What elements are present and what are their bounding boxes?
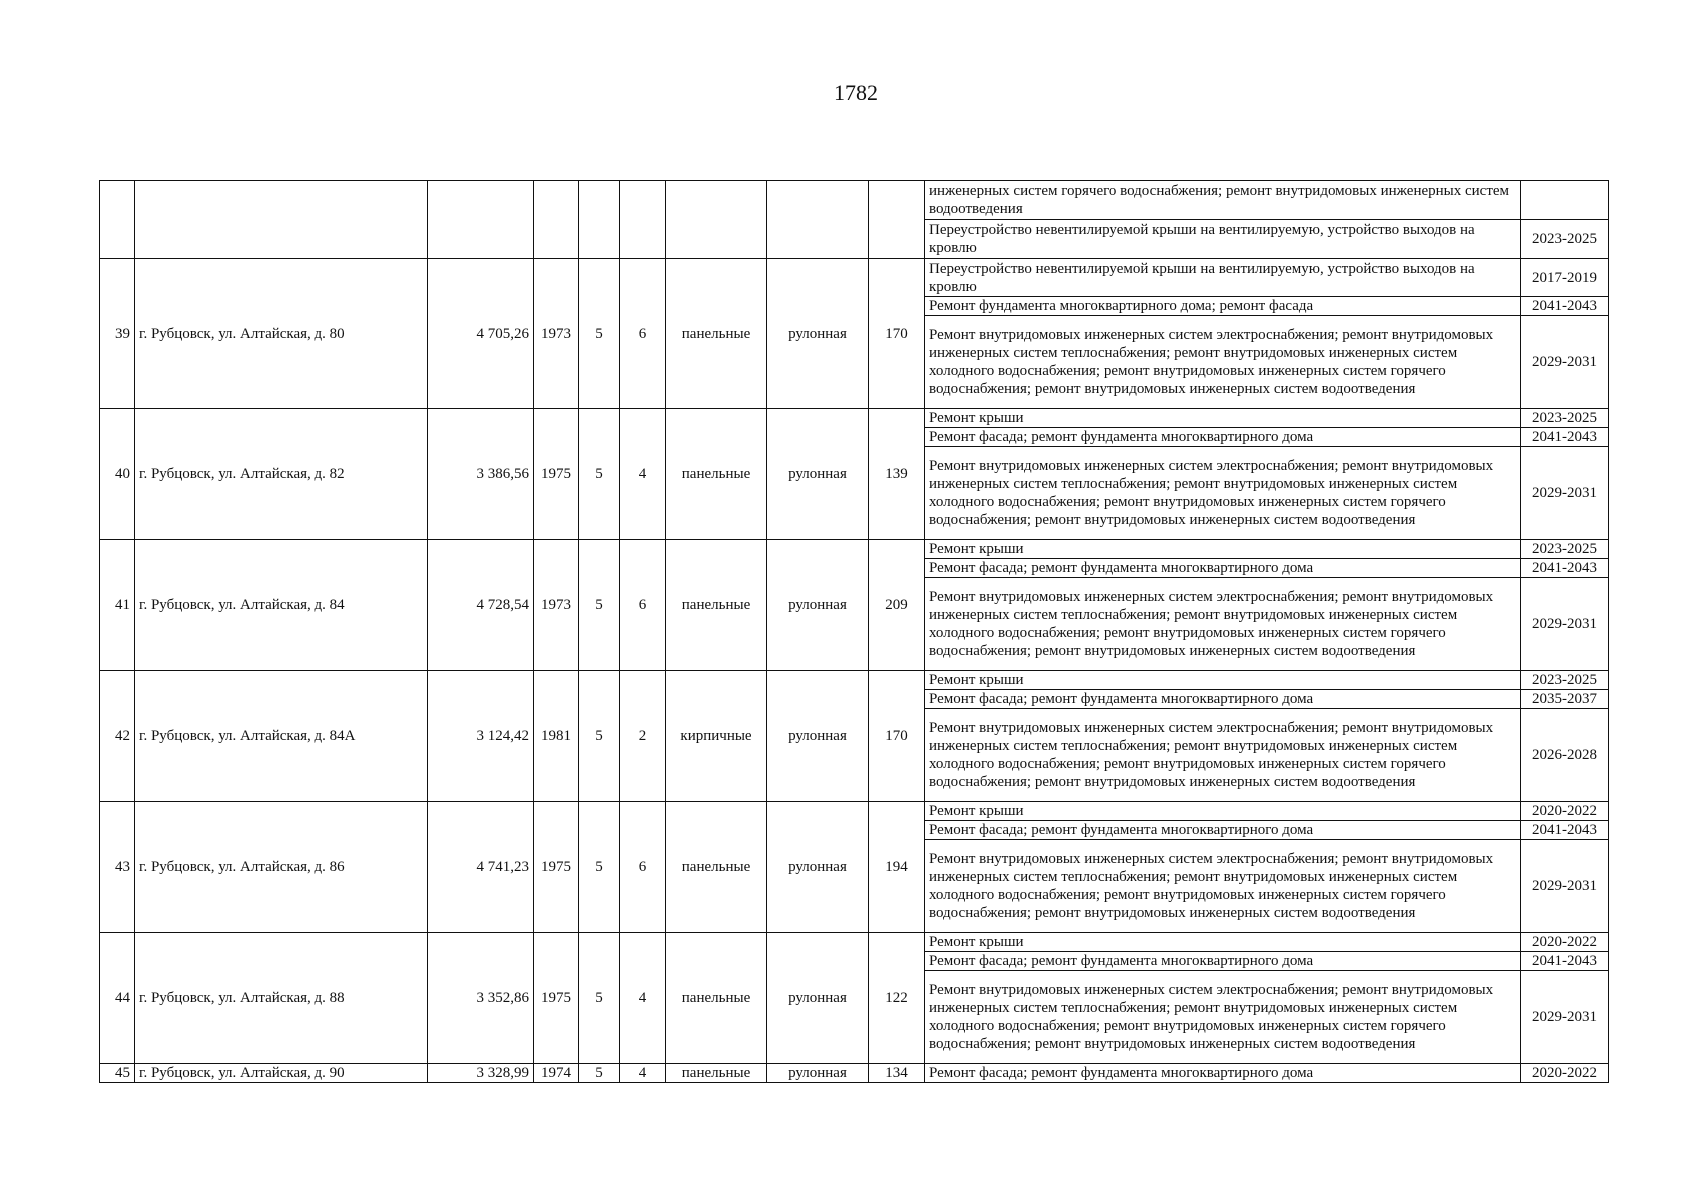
build-year: 1974 xyxy=(534,1064,579,1083)
roof-type: рулонная xyxy=(767,802,869,933)
work-description: Ремонт фасада; ремонт фундамента многоквартирного дома xyxy=(925,952,1521,971)
work-description: Ремонт фасада; ремонт фундамента многоквартирного дома xyxy=(925,821,1521,840)
work-description: инженерных систем горячего водоснабжения; ремонт внутридомовых инженерных систем водоотведения xyxy=(925,181,1521,220)
page-number: 1782 xyxy=(834,80,878,105)
work-period: 2041-2043 xyxy=(1521,952,1609,971)
build-year: 1973 xyxy=(534,540,579,671)
house-address: г. Рубцовск, ул. Алтайская, д. 84А xyxy=(135,671,428,802)
roof-type: рулонная xyxy=(767,259,869,409)
work-description: Ремонт крыши xyxy=(925,409,1521,428)
work-period: 2017-2019 xyxy=(1521,259,1609,297)
resident-count: 134 xyxy=(869,1064,925,1083)
floor-count: 5 xyxy=(579,933,620,1064)
work-description: Ремонт крыши xyxy=(925,802,1521,821)
total-area: 3 124,42 xyxy=(428,671,534,802)
resident-count: 170 xyxy=(869,671,925,802)
work-description: Ремонт внутридомовых инженерных систем электроснабжения; ремонт внутридомовых инженерных систем теплоснабжения; ремонт внутридомовых инженерных систем холодного водоснабжения; ремонт внутридомовых инженерных систем горячего водоснабжения; ремонт внутридомовых инженерных систем водоотведения xyxy=(925,971,1521,1064)
build-year: 1975 xyxy=(534,409,579,540)
roof-type: рулонная xyxy=(767,540,869,671)
entrance-count: 6 xyxy=(620,540,666,671)
empty-cell xyxy=(135,181,428,259)
work-period: 2041-2043 xyxy=(1521,428,1609,447)
work-period: 2029-2031 xyxy=(1521,578,1609,671)
work-description: Ремонт внутридомовых инженерных систем электроснабжения; ремонт внутридомовых инженерных систем теплоснабжения; ремонт внутридомовых инженерных систем холодного водоснабжения; ремонт внутридомовых инженерных систем горячего водоснабжения; ремонт внутридомовых инженерных систем водоотведения xyxy=(925,316,1521,409)
table-row xyxy=(100,259,1609,297)
row-number: 45 xyxy=(100,1064,135,1083)
work-period: 2029-2031 xyxy=(1521,840,1609,933)
floor-count: 5 xyxy=(579,1064,620,1083)
empty-cell xyxy=(666,181,767,259)
roof-type: рулонная xyxy=(767,1064,869,1083)
work-period: 2041-2043 xyxy=(1521,559,1609,578)
total-area: 3 352,86 xyxy=(428,933,534,1064)
row-number: 43 xyxy=(100,802,135,933)
floor-count: 5 xyxy=(579,802,620,933)
total-area: 4 741,23 xyxy=(428,802,534,933)
work-period: 2026-2028 xyxy=(1521,709,1609,802)
entrance-count: 4 xyxy=(620,1064,666,1083)
entrance-count: 6 xyxy=(620,802,666,933)
resident-count: 139 xyxy=(869,409,925,540)
resident-count: 170 xyxy=(869,259,925,409)
work-description: Ремонт внутридомовых инженерных систем электроснабжения; ремонт внутридомовых инженерных систем теплоснабжения; ремонт внутридомовых инженерных систем холодного водоснабжения; ремонт внутридомовых инженерных систем горячего водоснабжения; ремонт внутридомовых инженерных систем водоотведения xyxy=(925,447,1521,540)
work-period: 2035-2037 xyxy=(1521,690,1609,709)
empty-cell xyxy=(534,181,579,259)
work-period: 2029-2031 xyxy=(1521,447,1609,540)
empty-cell xyxy=(767,181,869,259)
work-period: 2041-2043 xyxy=(1521,821,1609,840)
work-description: Переустройство невентилируемой крыши на вентилируемую, устройство выходов на кровлю xyxy=(925,220,1521,259)
resident-count: 194 xyxy=(869,802,925,933)
work-period: 2023-2025 xyxy=(1521,671,1609,690)
wall-material: панельные xyxy=(666,933,767,1064)
house-address: г. Рубцовск, ул. Алтайская, д. 86 xyxy=(135,802,428,933)
work-period: 2023-2025 xyxy=(1521,409,1609,428)
work-period xyxy=(1521,181,1609,220)
entrance-count: 4 xyxy=(620,409,666,540)
roof-type: рулонная xyxy=(767,409,869,540)
wall-material: панельные xyxy=(666,409,767,540)
roof-type: рулонная xyxy=(767,933,869,1064)
row-number: 40 xyxy=(100,409,135,540)
work-description: Ремонт фундамента многоквартирного дома; ремонт фасада xyxy=(925,297,1521,316)
entrance-count: 6 xyxy=(620,259,666,409)
house-address: г. Рубцовск, ул. Алтайская, д. 84 xyxy=(135,540,428,671)
empty-cell xyxy=(579,181,620,259)
empty-cell xyxy=(100,181,135,259)
total-area: 4 705,26 xyxy=(428,259,534,409)
work-period: 2020-2022 xyxy=(1521,1064,1609,1083)
table-row xyxy=(100,1064,1609,1083)
row-number: 42 xyxy=(100,671,135,802)
work-description: Ремонт внутридомовых инженерных систем электроснабжения; ремонт внутридомовых инженерных систем теплоснабжения; ремонт внутридомовых инженерных систем холодного водоснабжения; ремонт внутридомовых инженерных систем горячего водоснабжения; ремонт внутридомовых инженерных систем водоотведения xyxy=(925,840,1521,933)
row-number: 44 xyxy=(100,933,135,1064)
work-period: 2023-2025 xyxy=(1521,540,1609,559)
empty-cell xyxy=(428,181,534,259)
build-year: 1975 xyxy=(534,802,579,933)
work-description: Ремонт фасада; ремонт фундамента многоквартирного дома xyxy=(925,559,1521,578)
empty-cell xyxy=(869,181,925,259)
resident-count: 122 xyxy=(869,933,925,1064)
build-year: 1973 xyxy=(534,259,579,409)
work-period: 2029-2031 xyxy=(1521,316,1609,409)
work-description: Ремонт фасада; ремонт фундамента многоквартирного дома xyxy=(925,1064,1521,1083)
row-number: 39 xyxy=(100,259,135,409)
row-number: 41 xyxy=(100,540,135,671)
work-description: Ремонт крыши xyxy=(925,540,1521,559)
total-area: 3 328,99 xyxy=(428,1064,534,1083)
wall-material: панельные xyxy=(666,1064,767,1083)
table-row xyxy=(100,933,1609,952)
total-area: 3 386,56 xyxy=(428,409,534,540)
total-area: 4 728,54 xyxy=(428,540,534,671)
table-row xyxy=(100,802,1609,821)
entrance-count: 4 xyxy=(620,933,666,1064)
table-row xyxy=(100,409,1609,428)
house-address: г. Рубцовск, ул. Алтайская, д. 88 xyxy=(135,933,428,1064)
work-period: 2020-2022 xyxy=(1521,933,1609,952)
work-period: 2029-2031 xyxy=(1521,971,1609,1064)
floor-count: 5 xyxy=(579,540,620,671)
build-year: 1975 xyxy=(534,933,579,1064)
work-description: Ремонт фасада; ремонт фундамента многоквартирного дома xyxy=(925,690,1521,709)
capital-repair-schedule-table xyxy=(99,180,1609,1083)
work-description: Ремонт крыши xyxy=(925,671,1521,690)
work-description: Ремонт внутридомовых инженерных систем электроснабжения; ремонт внутридомовых инженерных систем теплоснабжения; ремонт внутридомовых инженерных систем холодного водоснабжения; ремонт внутридомовых инженерных систем горячего водоснабжения; ремонт внутридомовых инженерных систем водоотведения xyxy=(925,709,1521,802)
wall-material: кирпичные xyxy=(666,671,767,802)
house-address: г. Рубцовск, ул. Алтайская, д. 80 xyxy=(135,259,428,409)
house-address: г. Рубцовск, ул. Алтайская, д. 90 xyxy=(135,1064,428,1083)
floor-count: 5 xyxy=(579,671,620,802)
work-period: 2020-2022 xyxy=(1521,802,1609,821)
entrance-count: 2 xyxy=(620,671,666,802)
work-period: 2023-2025 xyxy=(1521,220,1609,259)
empty-cell xyxy=(620,181,666,259)
wall-material: панельные xyxy=(666,802,767,933)
work-description: Ремонт внутридомовых инженерных систем электроснабжения; ремонт внутридомовых инженерных систем теплоснабжения; ремонт внутридомовых инженерных систем холодного водоснабжения; ремонт внутридомовых инженерных систем горячего водоснабжения; ремонт внутридомовых инженерных систем водоотведения xyxy=(925,578,1521,671)
wall-material: панельные xyxy=(666,259,767,409)
table-body xyxy=(100,181,1609,1083)
roof-type: рулонная xyxy=(767,671,869,802)
floor-count: 5 xyxy=(579,259,620,409)
house-address: г. Рубцовск, ул. Алтайская, д. 82 xyxy=(135,409,428,540)
table-row xyxy=(100,540,1609,559)
work-description: Ремонт фасада; ремонт фундамента многоквартирного дома xyxy=(925,428,1521,447)
floor-count: 5 xyxy=(579,409,620,540)
table-row xyxy=(100,671,1609,690)
table-row xyxy=(100,181,1609,220)
resident-count: 209 xyxy=(869,540,925,671)
wall-material: панельные xyxy=(666,540,767,671)
build-year: 1981 xyxy=(534,671,579,802)
work-period: 2041-2043 xyxy=(1521,297,1609,316)
work-description: Переустройство невентилируемой крыши на вентилируемую, устройство выходов на кровлю xyxy=(925,259,1521,297)
work-description: Ремонт крыши xyxy=(925,933,1521,952)
